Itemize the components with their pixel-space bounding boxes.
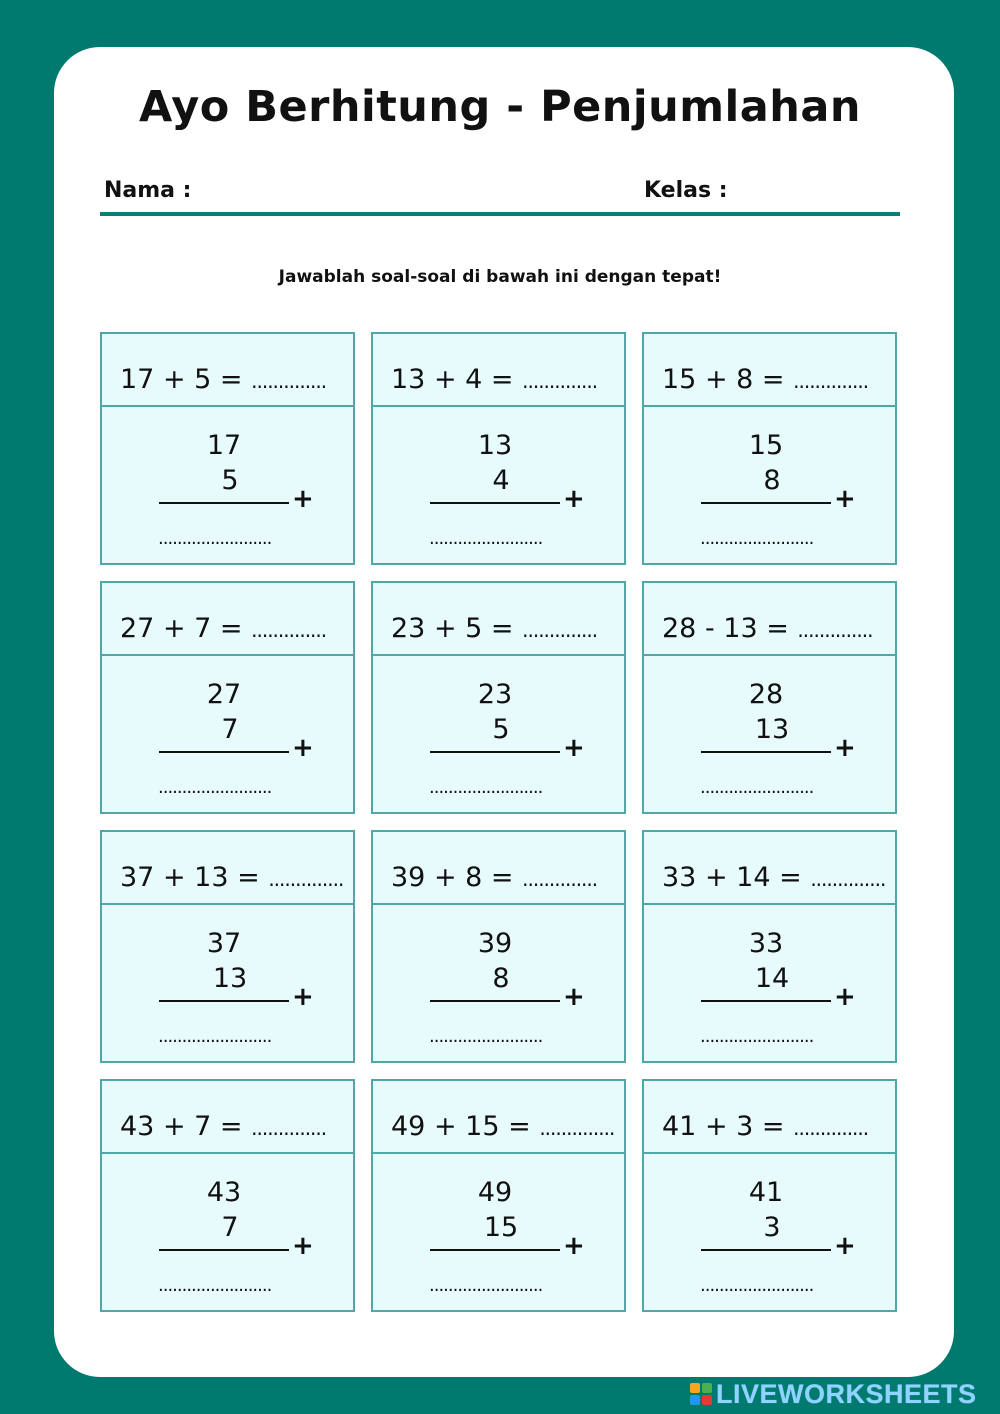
- problem-card: [642, 581, 897, 814]
- top-operand: 27: [206, 679, 242, 710]
- sum-line: [159, 502, 289, 504]
- equation-text: 37 + 13 =: [120, 862, 260, 893]
- column-answer-blank[interactable]: ........................: [158, 528, 272, 549]
- equation-line: [120, 613, 326, 644]
- equation-text: 49 + 15 =: [391, 1111, 531, 1142]
- bottom-operand: 4: [492, 465, 510, 496]
- operator-sign: +: [292, 484, 314, 514]
- column-answer-blank[interactable]: ........................: [700, 1026, 814, 1047]
- card-divider: [373, 654, 624, 656]
- sum-line: [701, 1249, 831, 1251]
- equation-text: 13 + 4 =: [391, 364, 514, 395]
- equation-text: 43 + 7 =: [120, 1111, 243, 1142]
- card-divider: [644, 654, 895, 656]
- top-operand: 49: [477, 1177, 513, 1208]
- card-divider: [644, 405, 895, 407]
- bottom-operand: 13: [212, 963, 248, 994]
- problem-card: [371, 1079, 626, 1312]
- card-divider: [102, 405, 353, 407]
- equation-line: [391, 1111, 614, 1142]
- bottom-operand: 13: [754, 714, 790, 745]
- card-divider: [102, 1152, 353, 1154]
- problem-card: [371, 332, 626, 565]
- sum-line: [430, 502, 560, 504]
- equation-answer-blank[interactable]: ..............: [797, 618, 873, 642]
- card-divider: [102, 654, 353, 656]
- column-answer-blank[interactable]: ........................: [429, 777, 543, 798]
- sum-line: [430, 1249, 560, 1251]
- problem-card: [642, 1079, 897, 1312]
- sum-line: [159, 1249, 289, 1251]
- bottom-operand: 5: [221, 465, 239, 496]
- equation-answer-blank[interactable]: ..............: [793, 1116, 869, 1140]
- bottom-operand: 15: [483, 1212, 519, 1243]
- card-divider: [373, 1152, 624, 1154]
- equation-text: 15 + 8 =: [662, 364, 785, 395]
- operator-sign: +: [834, 1231, 856, 1261]
- equation-text: 23 + 5 =: [391, 613, 514, 644]
- equation-answer-blank[interactable]: ..............: [251, 618, 327, 642]
- bottom-operand: 5: [492, 714, 510, 745]
- equation-line: [391, 613, 597, 644]
- equation-line: [120, 1111, 326, 1142]
- bottom-operand: 7: [221, 1212, 239, 1243]
- card-divider: [373, 903, 624, 905]
- top-operand: 37: [206, 928, 242, 959]
- equation-text: 17 + 5 =: [120, 364, 243, 395]
- column-answer-blank[interactable]: ........................: [700, 528, 814, 549]
- top-operand: 39: [477, 928, 513, 959]
- bottom-operand: 3: [763, 1212, 781, 1243]
- sum-line: [701, 502, 831, 504]
- class-label: Kelas :: [644, 178, 728, 203]
- equation-answer-blank[interactable]: ..............: [522, 369, 598, 393]
- equation-answer-blank[interactable]: ..............: [251, 1116, 327, 1140]
- equation-line: [391, 862, 597, 893]
- operator-sign: +: [292, 982, 314, 1012]
- operator-sign: +: [563, 982, 585, 1012]
- sum-line: [159, 1000, 289, 1002]
- problem-card: [642, 332, 897, 565]
- column-answer-blank[interactable]: ........................: [429, 1026, 543, 1047]
- problem-card: [371, 830, 626, 1063]
- operator-sign: +: [292, 733, 314, 763]
- top-operand: 33: [748, 928, 784, 959]
- column-answer-blank[interactable]: ........................: [700, 1275, 814, 1296]
- equation-text: 39 + 8 =: [391, 862, 514, 893]
- liveworksheets-logo: [690, 1377, 977, 1411]
- column-answer-blank[interactable]: ........................: [700, 777, 814, 798]
- problem-card: [371, 581, 626, 814]
- top-operand: 13: [477, 430, 513, 461]
- equation-text: 33 + 14 =: [662, 862, 802, 893]
- problem-card: [100, 332, 355, 565]
- sum-line: [159, 751, 289, 753]
- equation-line: [120, 364, 326, 395]
- column-answer-blank[interactable]: ........................: [158, 1275, 272, 1296]
- operator-sign: +: [292, 1231, 314, 1261]
- top-operand: 41: [748, 1177, 784, 1208]
- problem-card: [100, 830, 355, 1063]
- liveworksheets-logo-icon: [690, 1383, 712, 1405]
- logo-text: LIVEWORKSHEETS: [716, 1378, 977, 1409]
- equation-line: [120, 862, 343, 893]
- equation-answer-blank[interactable]: ..............: [522, 867, 598, 891]
- problem-card: [100, 1079, 355, 1312]
- top-operand: 23: [477, 679, 513, 710]
- equation-line: [391, 364, 597, 395]
- operator-sign: +: [563, 733, 585, 763]
- equation-line: [662, 613, 872, 644]
- equation-answer-blank[interactable]: ..............: [251, 369, 327, 393]
- top-operand: 17: [206, 430, 242, 461]
- instruction-text: Jawablah soal-soal di bawah ini dengan tepat!: [278, 267, 722, 287]
- sum-line: [430, 751, 560, 753]
- top-operand: 28: [748, 679, 784, 710]
- column-answer-blank[interactable]: ........................: [429, 1275, 543, 1296]
- bottom-operand: 8: [763, 465, 781, 496]
- card-divider: [644, 903, 895, 905]
- column-answer-blank[interactable]: ........................: [158, 777, 272, 798]
- card-divider: [373, 405, 624, 407]
- problem-card: [100, 581, 355, 814]
- equation-answer-blank[interactable]: ..............: [539, 1116, 615, 1140]
- sum-line: [430, 1000, 560, 1002]
- problem-card: [642, 830, 897, 1063]
- operator-sign: +: [834, 733, 856, 763]
- equation-text: 41 + 3 =: [662, 1111, 785, 1142]
- equation-answer-blank[interactable]: ..............: [793, 369, 869, 393]
- bottom-operand: 8: [492, 963, 510, 994]
- column-answer-blank[interactable]: ........................: [158, 1026, 272, 1047]
- equation-text: 28 - 13 =: [662, 613, 789, 644]
- worksheet-title: Ayo Berhitung - Penjumlahan: [138, 82, 862, 132]
- top-operand: 43: [206, 1177, 242, 1208]
- sum-line: [701, 1000, 831, 1002]
- equation-answer-blank[interactable]: ..............: [268, 867, 344, 891]
- equation-line: [662, 862, 885, 893]
- operator-sign: +: [834, 484, 856, 514]
- equation-line: [662, 1111, 868, 1142]
- equation-answer-blank[interactable]: ..............: [522, 618, 598, 642]
- bottom-operand: 7: [221, 714, 239, 745]
- bottom-operand: 14: [754, 963, 790, 994]
- operator-sign: +: [563, 484, 585, 514]
- card-divider: [102, 903, 353, 905]
- column-answer-blank[interactable]: ........................: [429, 528, 543, 549]
- name-label: Nama :: [104, 178, 192, 203]
- equation-line: [662, 364, 868, 395]
- equation-text: 27 + 7 =: [120, 613, 243, 644]
- operator-sign: +: [834, 982, 856, 1012]
- sum-line: [701, 751, 831, 753]
- equation-answer-blank[interactable]: ..............: [810, 867, 886, 891]
- top-operand: 15: [748, 430, 784, 461]
- operator-sign: +: [563, 1231, 585, 1261]
- card-divider: [644, 1152, 895, 1154]
